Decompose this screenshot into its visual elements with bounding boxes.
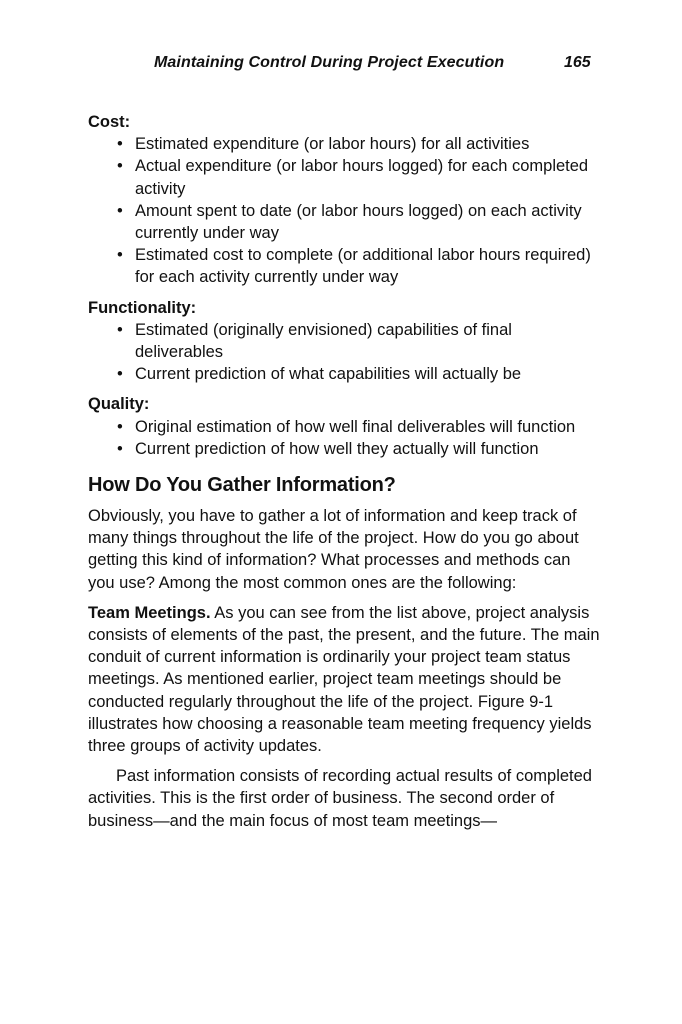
list-item: • Current prediction of how well they actually will function [88,438,600,460]
intro-paragraph: Obviously, you have to gather a lot of information and keep track of many things throughout the life of the project. How do you go about getting this kind of information? What processes and methods can you use? Among the most common ones are the following: [88,507,579,592]
list-item: • Estimated cost to complete (or additional labor hours required) for each activity currently under way [88,244,600,288]
team-meetings-text: As you can see from the list above, project analysis consists of elements of the past, the present, and the future. The main conduit of current information is ordinarily your project team status meetings. As mentioned earlier, project team meetings should be conducted regularly throughout the life of the project. Figure 9-1 illustrates how choosing a reasonable team meeting frequency yields three groups of activity updates. [88,603,600,756]
quality-list [88,416,600,460]
page-number: 165 [564,54,591,71]
past-information-paragraph: Past information consists of recording actual results of completed activities. This is the first order of business. The second order of business—and the main focus of most team meetings— [88,767,592,830]
team-meetings-runin: Team Meetings. [88,603,211,622]
page-body [88,111,600,832]
quality-label: Quality: [88,395,150,414]
section-heading: How Do You Gather Information? [88,474,396,497]
functionality-label: Functionality: [88,298,197,317]
cost-label: Cost: [88,113,131,131]
list-item: • Original estimation of how well final deliverables will function [88,416,600,438]
list-item: • Estimated expenditure (or labor hours) for all activities [88,133,600,155]
cost-list [88,133,600,288]
functionality-list [88,319,600,386]
list-item: • Actual expenditure (or labor hours logged) for each completed activity [88,155,600,199]
list-item: • Amount spent to date (or labor hours logged) on each activity currently under way [88,200,600,244]
team-meetings-paragraph [88,602,600,757]
running-head-title: Maintaining Control During Project Execution [154,54,505,71]
list-item: • Estimated (originally envisioned) capabilities of final deliverables [88,319,600,363]
list-item: • Current prediction of what capabilities will actually be [88,363,600,385]
